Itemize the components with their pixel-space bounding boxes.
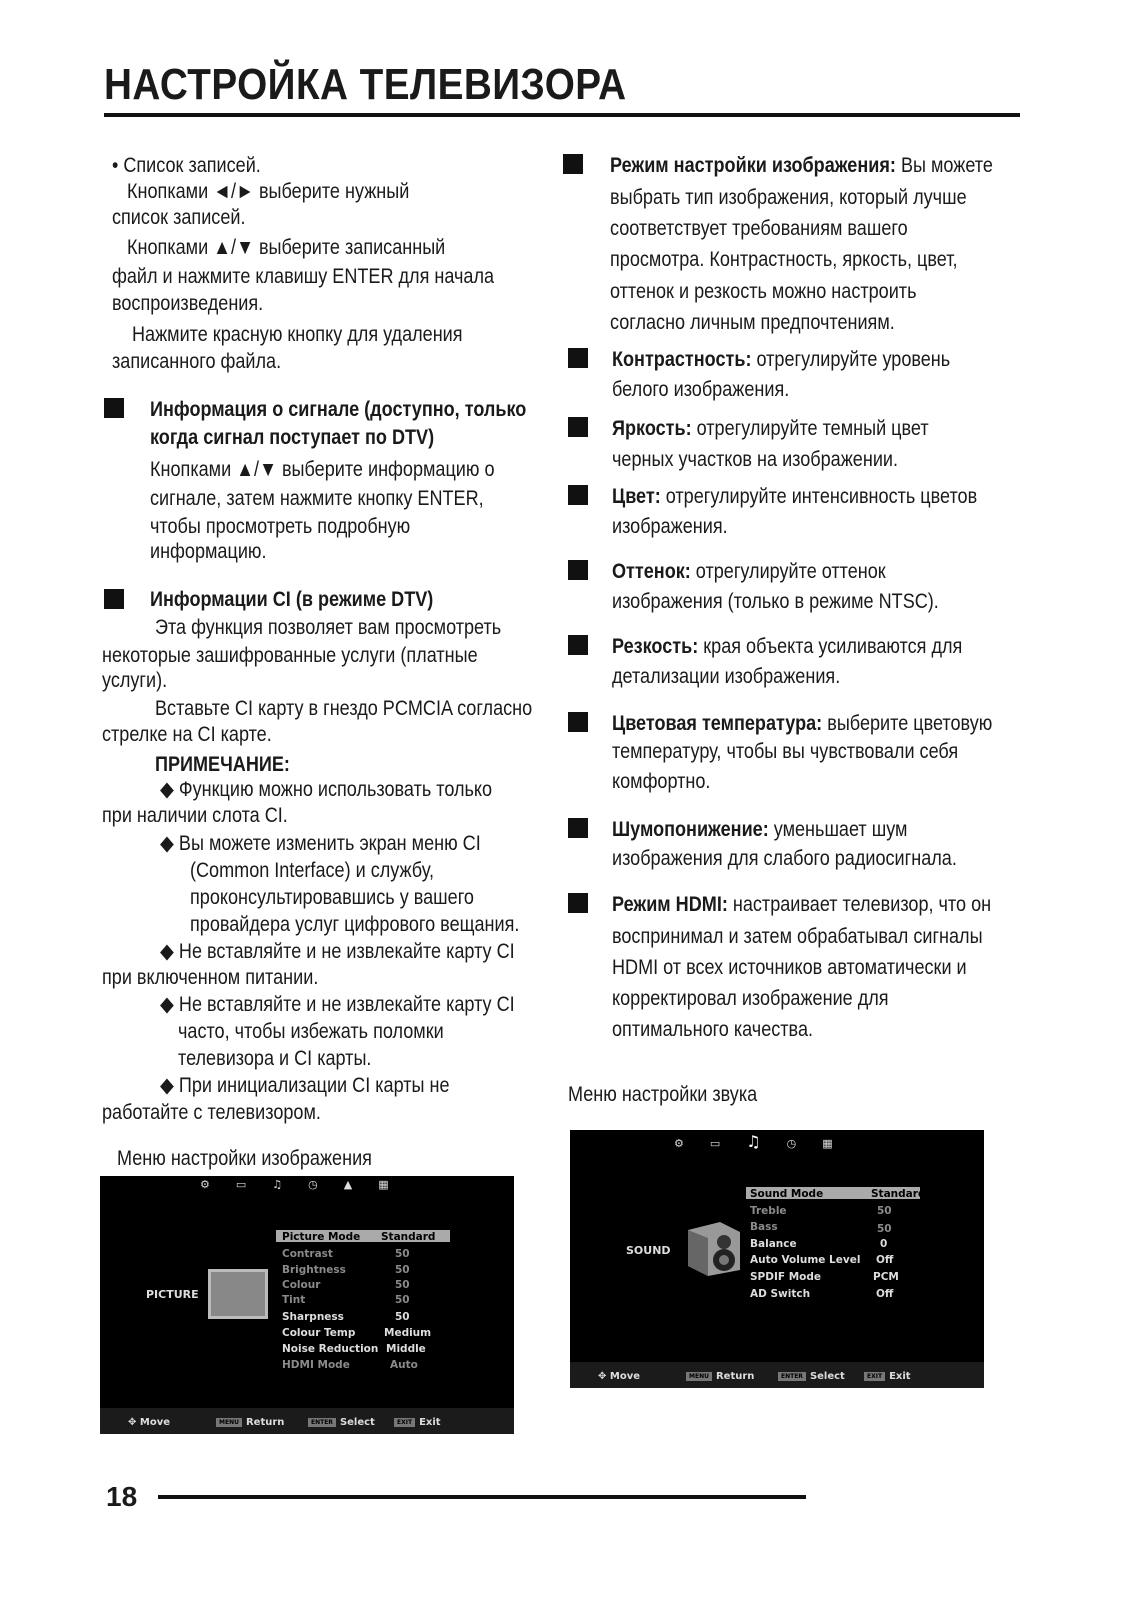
menu-key: MENU xyxy=(686,1372,712,1381)
menu-row-name[interactable]: Contrast xyxy=(282,1248,333,1260)
bullet-square-icon xyxy=(568,417,588,437)
item-term: Резкость: xyxy=(612,635,699,658)
gear-icon: ⚙ xyxy=(674,1137,710,1150)
note-line-11: телевизора и CI карты. xyxy=(178,1047,372,1070)
right-item-6-line-2: детализации изображения. xyxy=(612,665,841,688)
gear-icon: ⚙ xyxy=(200,1178,236,1191)
menu-row-value: Medium xyxy=(384,1327,432,1339)
menu-row-name[interactable]: HDMI Mode xyxy=(282,1359,350,1371)
right-item-3-line-2: черных участков на изображении. xyxy=(612,448,899,471)
right-item-3-line-1 xyxy=(612,415,929,443)
return-hint xyxy=(216,1417,284,1428)
rec-list-line-5: файл и нажмите клавишу ENTER для начала xyxy=(112,265,495,288)
menu-key: MENU xyxy=(216,1418,242,1427)
tv-icon: ▭ xyxy=(235,1178,273,1191)
menu-row-value: 50 xyxy=(395,1279,410,1291)
move-arrows-icon: ✥ xyxy=(598,1371,607,1382)
music-icon: ♫ xyxy=(746,1132,787,1151)
select-hint xyxy=(778,1371,845,1382)
menu-row-value: Off xyxy=(876,1288,894,1300)
signal-info-line-3: чтобы просмотреть подробную xyxy=(150,515,411,538)
right-item-7-line-3: комфортно. xyxy=(612,770,711,793)
menu-row-value: 50 xyxy=(395,1294,410,1306)
item-term: Цвет: xyxy=(612,485,661,508)
menu-row-value: Auto xyxy=(390,1359,418,1371)
menu-row-value: 50 xyxy=(395,1311,410,1323)
right-item-5-line-1 xyxy=(612,558,886,586)
menu-row-name[interactable]: Noise Reduction xyxy=(282,1343,379,1355)
item-text: отрегулируйте темный цвет xyxy=(696,417,929,440)
right-item-8-line-2: изображения для слабого радиосигнала. xyxy=(612,847,957,870)
bullet-square-icon xyxy=(568,560,588,580)
tv-screen-icon xyxy=(208,1269,268,1319)
menu-row-name[interactable]: Picture Mode xyxy=(282,1231,361,1243)
bullet-square-icon xyxy=(568,818,588,838)
menu-row-name[interactable]: Colour Temp xyxy=(282,1327,356,1339)
return-label: Return xyxy=(715,1371,755,1382)
return-hint xyxy=(686,1371,754,1382)
menu-row-name[interactable]: Bass xyxy=(750,1221,778,1233)
exit-hint xyxy=(394,1417,441,1428)
item-text: отрегулируйте оттенок xyxy=(695,560,886,583)
right-item-5-line-2: изображения (только в режиме NTSC). xyxy=(612,590,939,613)
right-item-2-line-1 xyxy=(612,346,950,374)
right-item-8-line-1 xyxy=(612,816,907,844)
tv-icon: ▭ xyxy=(709,1137,747,1150)
menu-row-name[interactable]: Sharpness xyxy=(282,1311,344,1323)
ci-line-4: Вставьте CI карту в гнездо PCMCIA согласно xyxy=(155,697,533,720)
right-item-4-line-2: изображения. xyxy=(612,515,728,538)
return-label: Return xyxy=(245,1417,285,1428)
menu-row-name[interactable]: AD Switch xyxy=(750,1288,811,1300)
right-item-9-line-4: корректировал изображение для xyxy=(612,987,889,1010)
lock-icon: ▲ xyxy=(343,1178,379,1191)
menu-row-name[interactable]: Colour xyxy=(282,1279,321,1291)
note-line-10: часто, чтобы избежать поломки xyxy=(178,1020,444,1043)
note-line-4: (Common Interface) и службу, xyxy=(190,859,434,882)
enter-key: ENTER xyxy=(308,1418,336,1427)
sound-menu-caption: Меню настройки звука xyxy=(568,1083,758,1106)
right-item-9-line-5: оптимального качества. xyxy=(612,1018,814,1041)
menu-row-value: 50 xyxy=(395,1264,410,1276)
rec-list-line-1: • Список записей. xyxy=(112,154,261,177)
exit-key: EXIT xyxy=(394,1418,415,1427)
move-arrows-icon: ✥ xyxy=(128,1417,137,1428)
right-item-7-line-1 xyxy=(612,710,992,738)
note-line-2: при наличии слота CI. xyxy=(102,804,288,827)
rec-list-line-2: Кнопками ◄/► выберите нужный xyxy=(127,180,410,203)
right-item-9-line-1 xyxy=(612,891,991,919)
bullet-square-icon xyxy=(104,589,124,609)
bullet-square-icon xyxy=(568,348,588,368)
picture-menu-screen xyxy=(100,1176,514,1434)
title-divider xyxy=(104,113,1020,117)
picture-menu-caption: Меню настройки изображения xyxy=(117,1147,372,1170)
bullet-square-icon xyxy=(568,635,588,655)
rec-list-line-6: воспроизведения. xyxy=(112,292,264,315)
item-term: Контрастность: xyxy=(612,348,752,371)
speaker-icon xyxy=(680,1218,746,1278)
exit-label: Exit xyxy=(419,1417,441,1428)
note-line-8: при включенном питании. xyxy=(102,966,319,989)
move-label: Move xyxy=(139,1417,170,1428)
move-label: Move xyxy=(609,1371,640,1382)
right-item-1-line-2: выбрать тип изображения, который лучше xyxy=(610,186,967,209)
right-item-2-line-2: белого изображения. xyxy=(612,378,790,401)
ci-heading: Информации CI (в режиме DTV) xyxy=(150,588,434,611)
ci-line-5: стрелке на CI карте. xyxy=(102,723,272,746)
menu-tab-icons xyxy=(674,1132,894,1151)
rec-list-line-8: записанного файла. xyxy=(112,350,282,373)
note-line-7: ◆ Не вставляйте и не извлекайте карту CI xyxy=(160,940,515,963)
item-term: Режим настройки изображения: xyxy=(610,154,896,177)
sound-menu-bottom-bar xyxy=(570,1362,984,1388)
right-item-4-line-1 xyxy=(612,483,977,511)
item-text: выберите цветовую xyxy=(827,712,993,735)
item-term: Оттенок: xyxy=(612,560,691,583)
item-term: Цветовая температура: xyxy=(612,712,823,735)
ci-line-3: услуги). xyxy=(102,669,168,692)
picture-side-label: PICTURE xyxy=(146,1288,199,1301)
move-hint xyxy=(128,1417,170,1428)
menu-row-name[interactable]: Balance xyxy=(750,1238,797,1250)
note-line-9: ◆ Не вставляйте и не извлекайте карту CI xyxy=(160,993,515,1016)
item-term: Режим HDMI: xyxy=(612,893,728,916)
ci-line-1: Эта функция позволяет вам просмотреть xyxy=(155,616,502,639)
note-line-6: провайдера услуг цифрового вещания. xyxy=(190,913,520,936)
right-item-9-line-3: HDMI от всех источников автоматически и xyxy=(612,956,967,979)
menu-row-value: Off xyxy=(876,1254,894,1266)
footer-divider xyxy=(158,1495,806,1499)
signal-info-line-1: Кнопками ▲/▼ выберите информацию о xyxy=(150,458,495,481)
menu-row-name[interactable]: Auto Volume Level xyxy=(750,1254,861,1266)
menu-row-name[interactable]: Treble xyxy=(750,1205,787,1217)
menu-tab-icons xyxy=(200,1178,420,1192)
select-label: Select xyxy=(339,1417,375,1428)
item-term: Шумопонижение: xyxy=(612,818,769,841)
exit-key: EXIT xyxy=(864,1372,885,1381)
menu-row-name[interactable]: Sound Mode xyxy=(750,1188,824,1200)
menu-row-value: 0 xyxy=(880,1238,888,1250)
signal-info-heading-2: когда сигнал поступает по DTV) xyxy=(150,426,435,449)
clock-icon: ◷ xyxy=(786,1137,823,1150)
note-line-12: ◆ При инициализации CI карты не xyxy=(160,1074,450,1097)
signal-info-heading-1: Информация о сигнале (доступно, только xyxy=(150,398,527,421)
bullet-square-icon xyxy=(568,485,588,505)
item-text: отрегулируйте уровень xyxy=(756,348,951,371)
menu-row-value: 50 xyxy=(877,1223,892,1235)
sound-menu-screen xyxy=(570,1130,984,1388)
rec-list-line-4: Кнопками ▲/▼ выберите записанный xyxy=(127,236,446,259)
note-line-5: проконсультировавшись у вашего xyxy=(190,886,474,909)
picture-menu-bottom-bar xyxy=(100,1408,514,1434)
ci-line-2: некоторые зашифрованные услуги (платные xyxy=(102,644,478,667)
right-item-1-line-4: просмотра. Контрастность, яркость, цвет, xyxy=(610,248,958,271)
right-item-6-line-1 xyxy=(612,633,962,661)
music-icon: ♫ xyxy=(272,1178,309,1191)
right-item-1-line-6: согласно личным предпочтениям. xyxy=(610,311,895,334)
menu-row-value: Standard xyxy=(381,1231,436,1243)
select-hint xyxy=(308,1417,375,1428)
enter-key: ENTER xyxy=(778,1372,806,1381)
signal-info-line-2: сигнале, затем нажмите кнопку ENTER, xyxy=(150,487,484,510)
bullet-square-icon xyxy=(104,398,124,418)
menu-row-value: 50 xyxy=(877,1205,892,1217)
item-text: отрегулируйте интенсивность цветов xyxy=(665,485,978,508)
item-term: Яркость: xyxy=(612,417,692,440)
signal-info-line-4: информацию. xyxy=(150,540,267,563)
menu-row-name[interactable]: SPDIF Mode xyxy=(750,1271,822,1283)
right-item-9-line-2: воспринимал и затем обрабатывал сигналы xyxy=(612,925,983,948)
sound-side-label: SOUND xyxy=(626,1244,671,1257)
menu-row-value: Standard xyxy=(871,1188,926,1200)
clock-icon: ◷ xyxy=(308,1178,344,1191)
menu-row-value: 50 xyxy=(395,1248,410,1260)
menu-row-name[interactable]: Brightness xyxy=(282,1264,346,1276)
bullet-square-icon xyxy=(568,712,588,732)
item-text: настраивает телевизор, что он xyxy=(732,893,992,916)
apps-icon: ▦ xyxy=(378,1178,415,1191)
menu-row-value: Middle xyxy=(386,1343,426,1355)
apps-icon: ▦ xyxy=(822,1137,859,1150)
note-line-13: работайте с телевизором. xyxy=(102,1101,321,1124)
note-line-1: ◆ Функцию можно использовать только xyxy=(160,778,493,801)
rec-list-line-3: список записей. xyxy=(112,206,246,229)
item-text: края объекта усиливаются для xyxy=(703,635,963,658)
note-line-3: ◆ Вы можете изменить экран меню CI xyxy=(160,832,481,855)
page-title: НАСТРОЙКА ТЕЛЕВИЗОРА xyxy=(104,60,627,109)
right-item-1-line-3: соответствует требованиям вашего xyxy=(610,217,908,240)
rec-list-line-7: Нажмите красную кнопку для удаления xyxy=(132,323,463,346)
page-number: 18 xyxy=(106,1481,138,1512)
right-item-1-line-1 xyxy=(610,152,993,180)
item-text: Вы можете xyxy=(900,154,993,177)
menu-row-value: PCM xyxy=(873,1271,899,1283)
bullet-square-icon xyxy=(568,893,588,913)
exit-label: Exit xyxy=(889,1371,911,1382)
right-item-7-line-2: температуру, чтобы вы чувствовали себя xyxy=(612,740,959,763)
menu-row-name[interactable]: Tint xyxy=(282,1294,306,1306)
select-label: Select xyxy=(809,1371,845,1382)
note-heading: ПРИМЕЧАНИЕ: xyxy=(155,753,290,776)
exit-hint xyxy=(864,1371,911,1382)
move-hint xyxy=(598,1371,640,1382)
bullet-square-icon xyxy=(563,154,583,174)
item-text: уменьшает шум xyxy=(773,818,908,841)
right-item-1-line-5: оттенок и резкость можно настроить xyxy=(610,280,917,303)
